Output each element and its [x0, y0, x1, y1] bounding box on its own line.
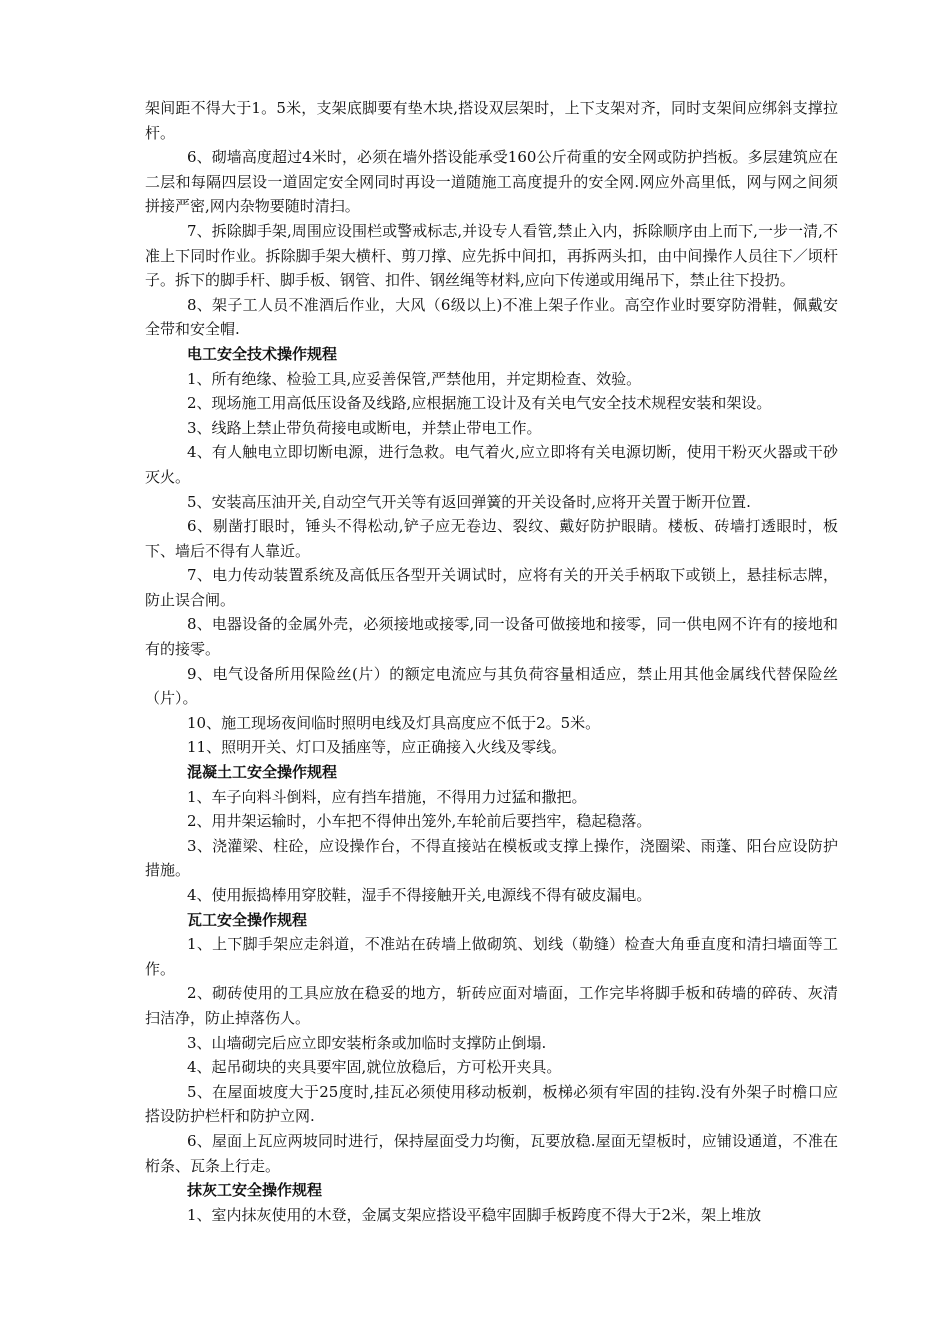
body-paragraph: 3、山墙砌完后应立即安装桁条或加临时支撑防止倒塌. — [187, 1033, 547, 1052]
body-paragraph: 6、剔凿打眼时，锤头不得松动,铲子应无卷边、裂纹、戴好防护眼睛。楼板、砖墙打透眼时，板下、墙后不得有人靠近。 — [145, 517, 838, 560]
section-heading: 电工安全技术操作规程 — [187, 344, 338, 363]
body-paragraph: 6、屋面上瓦应两坡同时进行，保持屋面受力均衡，瓦要放稳.屋面无望板时，应铺设通道，不准在桁条、瓦条上行走。 — [145, 1131, 838, 1175]
body-paragraph: 11、照明开关、灯口及插座等，应正确接入火线及零线。 — [187, 738, 567, 757]
body-paragraph: 8、电器设备的金属外壳，必须接地或接零,同一设备可做接地和接零，同一供电网不许有的接地和有的接零。 — [145, 615, 838, 659]
body-paragraph: 1、室内抹灰使用的木登，金属支架应搭设平稳牢固脚手板跨度不得大于2米，架上堆放 — [187, 1205, 762, 1224]
body-paragraph: 5、安装高压油开关,自动空气开关等有返回弹簧的开关设备时,应将开关置于断开位置. — [187, 492, 751, 511]
body-paragraph: 1、车子向料斗倒料，应有挡车措施，不得用力过猛和撒把。 — [187, 787, 587, 806]
body-paragraph: 1、所有绝缘、检验工具,应妥善保管,严禁他用，并定期检查、效验。 — [187, 369, 642, 388]
body-paragraph: 6、砌墙高度超过4米时，必须在墙外搭设能承受160公斤荷重的安全网或防护挡板。多层建筑应在二层和每隔四层设一道固定安全网同时再设一道随施工高度提升的安全网.网应外高里低，网与网之间须拼接严密,网内杂物要随时清扫。 — [145, 148, 838, 216]
section-heading: 瓦工安全操作规程 — [187, 910, 308, 929]
section-heading: 抹灰工安全操作规程 — [187, 1181, 323, 1200]
body-paragraph: 4、起吊砌块的夹具要牢固,就位放稳后，方可松开夹具。 — [187, 1058, 562, 1077]
body-paragraph: 9、电气设备所用保险丝(片）的额定电流应与其负荷容量相适应，禁止用其他金属线代替保险丝（片）。 — [145, 664, 838, 708]
body-paragraph: 7、拆除脚手架,周围应设围栏或警戒标志,并设专人看管,禁止入内，拆除顺序由上而下,一步一清,不准上下同时作业。拆除脚手架大横杆、剪刀撑、应先拆中间扣，再拆两头扣，由中间操作人员往下／顷杆子。拆下的脚手杆、脚手板、钢管、扣件、钢丝绳等材料,应向下传递或用绳吊下，禁止往下投扔。 — [145, 221, 838, 290]
body-paragraph: 7、电力传动装置系统及高低压各型开关调试时，应将有关的开关手柄取下或锁上，悬挂标志牌，防止误合闸。 — [145, 566, 838, 609]
body-paragraph: 1、上下脚手架应走斜道，不准站在砖墙上做砌筑、划线（勒缝）检查大角垂直度和清扫墙面等工作。 — [145, 935, 838, 978]
body-paragraph: 2、用井架运输时，小车把不得伸出笼外,车轮前后要挡牢，稳起稳落。 — [187, 812, 652, 831]
body-paragraph: 2、砌砖使用的工具应放在稳妥的地方，斩砖应面对墙面，工作完毕将脚手板和砖墙的碎砖、灰清扫洁净，防止掉落伤人。 — [145, 984, 838, 1027]
body-paragraph: 3、浇灌梁、柱砼，应设操作台，不得直接站在模板或支撑上操作，浇圈梁、雨蓬、阳台应设防护措施。 — [145, 836, 838, 880]
body-paragraph: 5、在屋面坡度大于25度时,挂瓦必须使用移动板剃，板梯必须有牢固的挂钩.没有外架子时檐口应搭设防护栏杆和防护立网. — [145, 1082, 838, 1126]
body-paragraph: 架间距不得大于1。5米，支架底脚要有垫木块,搭设双层架时，上下支架对齐，同时支架间应绑斜支撑拉杆。 — [145, 99, 838, 142]
body-paragraph: 3、线路上禁止带负荷接电或断电，并禁止带电工作。 — [187, 418, 542, 437]
body-paragraph: 4、使用振捣棒用穿胶鞋，湿手不得接触开关,电源线不得有破皮漏电。 — [187, 886, 652, 904]
section-heading: 混凝土工安全操作规程 — [187, 763, 338, 782]
body-paragraph: 4、有人触电立即切断电源，进行急救。电气着火,应立即将有关电源切断，使用干粉灭火器或干砂灭火。 — [145, 443, 838, 486]
body-paragraph: 2、现场施工用高低压设备及线路,应根据施工设计及有关电气安全技术规程安装和架设。 — [187, 394, 772, 413]
body-paragraph: 10、施工现场夜间临时照明电线及灯具高度应不低于2。5米。 — [187, 713, 601, 732]
document-page — [145, 96, 838, 1227]
body-paragraph: 8、架子工人员不准酒后作业，大风（6级以上)不准上架子作业。高空作业时要穿防滑鞋，佩戴安全带和安全帽. — [145, 295, 838, 339]
